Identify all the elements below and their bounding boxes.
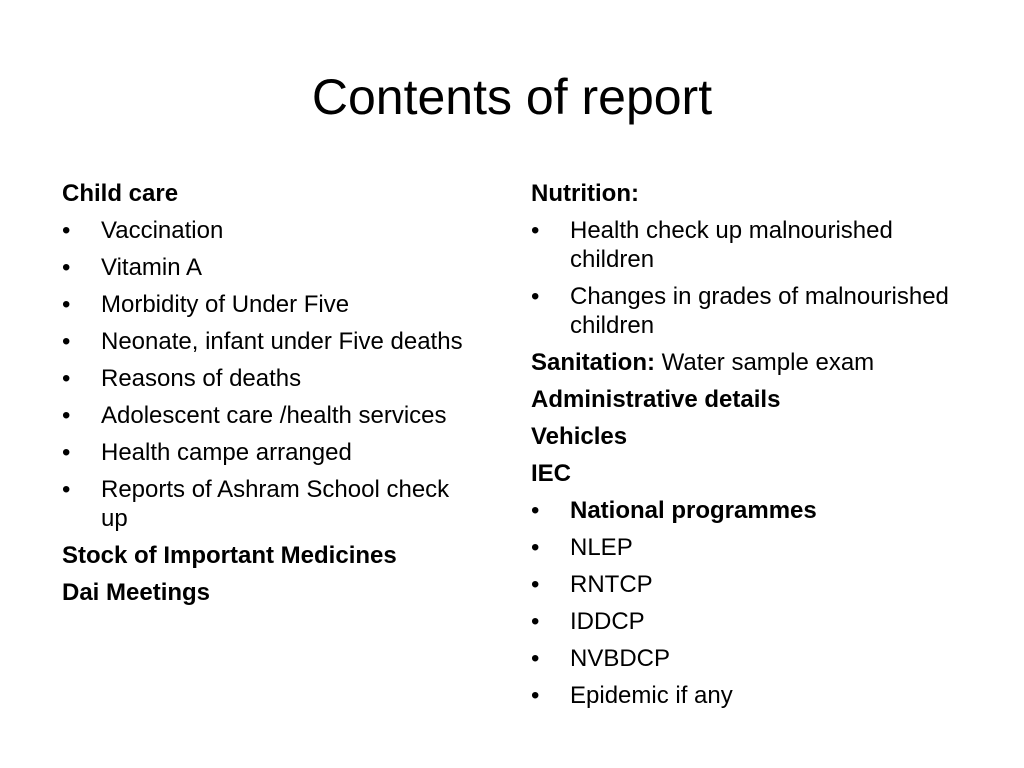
list-item-text: Adolescent care /health services: [101, 402, 447, 429]
child-care-list: [62, 216, 482, 533]
list-item-text: Changes in grades of malnourished children: [570, 283, 949, 339]
list-item-text: Vitamin A: [101, 254, 202, 281]
bullet-icon: •: [62, 476, 71, 503]
bullet-icon: •: [62, 439, 71, 466]
list-item: [531, 496, 971, 525]
list-item-text: Reports of Ashram School check up: [101, 476, 450, 532]
left-column: [62, 179, 482, 615]
bullet-icon: •: [531, 497, 540, 524]
bullet-icon: •: [531, 608, 540, 635]
list-item: [531, 533, 971, 562]
list-item: [62, 364, 482, 393]
list-item: [62, 327, 482, 356]
list-item-text: NVBDCP: [570, 645, 671, 672]
list-item-text: Neonate, infant under Five deaths: [101, 328, 463, 355]
bullet-icon: •: [531, 645, 540, 672]
right-column: [531, 179, 971, 718]
list-item: [531, 644, 971, 673]
bullet-icon: •: [62, 291, 71, 318]
nutrition-heading: Nutrition:: [531, 180, 639, 207]
bullet-icon: •: [62, 402, 71, 429]
list-item-text: Epidemic if any: [570, 682, 733, 709]
list-item-text: RNTCP: [570, 571, 653, 598]
bullet-icon: •: [531, 217, 540, 244]
iec-heading: IEC: [531, 460, 572, 487]
bullet-icon: •: [531, 534, 540, 561]
list-item: [62, 216, 482, 245]
bullet-icon: •: [531, 571, 540, 598]
bullet-icon: •: [62, 254, 71, 281]
programmes-list: [531, 496, 971, 710]
list-item-text: Reasons of deaths: [101, 365, 302, 392]
bullet-icon: •: [62, 217, 71, 244]
administrative-heading: Administrative details: [531, 386, 781, 413]
list-item-text: Health campe arranged: [101, 439, 352, 466]
list-item: [531, 681, 971, 710]
list-item-text: Morbidity of Under Five: [101, 291, 350, 318]
list-item: [531, 570, 971, 599]
list-item-text: Vaccination: [101, 217, 224, 244]
list-item: [62, 290, 482, 319]
list-item: [531, 282, 971, 340]
sanitation-value: Water sample exam: [655, 349, 875, 376]
bullet-icon: •: [62, 328, 71, 355]
vehicles-heading: Vehicles: [531, 423, 628, 450]
sanitation-label: Sanitation:: [531, 349, 655, 376]
bullet-icon: •: [531, 682, 540, 709]
list-item: [531, 607, 971, 636]
list-item-text: Health check up malnourished children: [570, 217, 893, 273]
nutrition-list: [531, 216, 971, 340]
sanitation-line: [531, 348, 971, 377]
national-programmes-heading: National programmes: [570, 497, 817, 524]
list-item: [62, 253, 482, 282]
bullet-icon: •: [62, 365, 71, 392]
slide-title: Contents of report: [311, 69, 713, 125]
list-item: [62, 438, 482, 467]
list-item: [62, 401, 482, 430]
stock-medicines-heading: Stock of Important Medicines: [62, 542, 397, 569]
list-item: [62, 475, 482, 533]
child-care-heading: Child care: [62, 180, 179, 207]
list-item-text: NLEP: [570, 534, 633, 561]
bullet-icon: •: [531, 283, 540, 310]
list-item: [531, 216, 971, 274]
dai-meetings-heading: Dai Meetings: [62, 579, 211, 606]
list-item-text: IDDCP: [570, 608, 645, 635]
